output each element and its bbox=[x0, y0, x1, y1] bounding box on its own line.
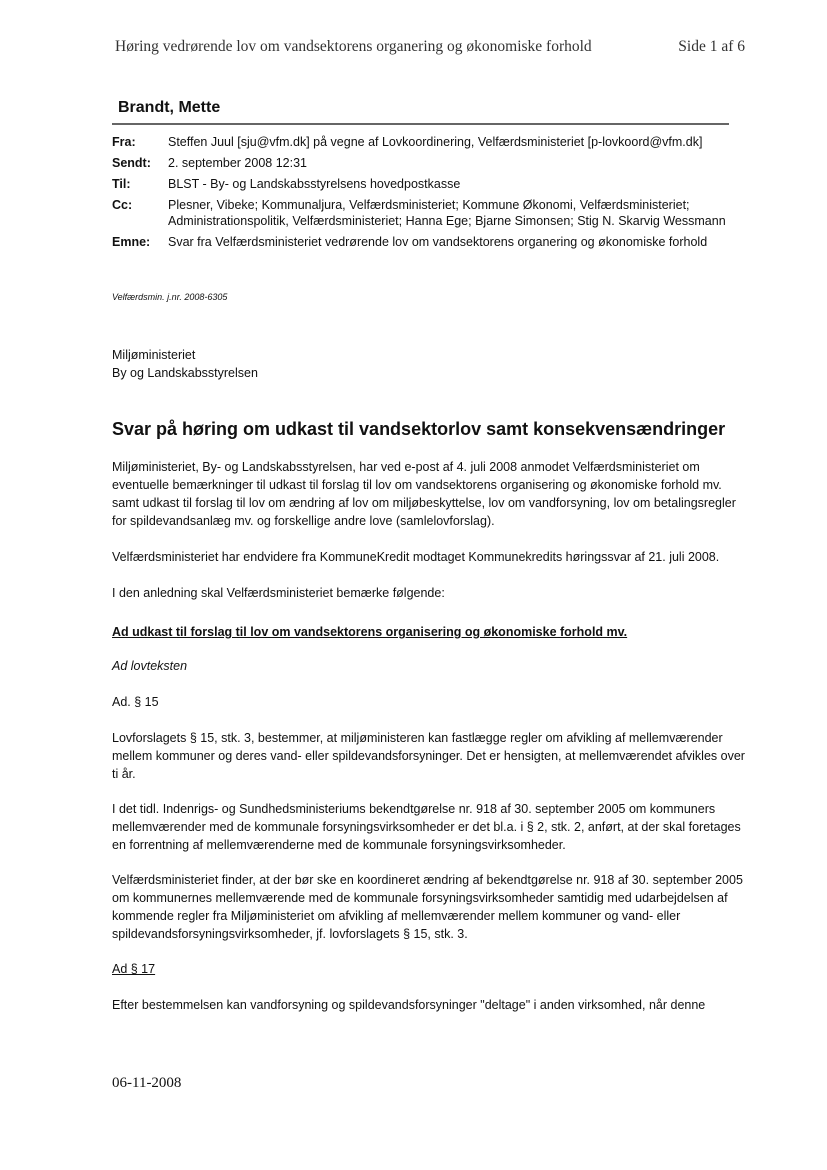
document-title-header: Høring vedrørende lov om vandsektorens organering og økonomiske forhold bbox=[115, 38, 592, 55]
subsection-heading: Ad lovteksten bbox=[112, 659, 188, 673]
meta-label: Til: bbox=[112, 177, 131, 191]
meta-value: BLST - By- og Landskabsstyrelsens hovedpostkasse bbox=[168, 177, 461, 191]
recipient-line: By og Landskabsstyrelsen bbox=[112, 366, 258, 380]
sender-name: Brandt, Mette bbox=[118, 99, 221, 116]
meta-value: Svar fra Velfærdsministeriet vedrørende lov om vandsektorens organering og økonomiske forhold bbox=[168, 235, 708, 249]
paragraph: Lovforslagets § 15, stk. 3, bestemmer, at miljøministeren kan fastlægge regler om afvikling af mellemværender mellem kommuner og deres vand- eller spildevandsforsyninger. Det er hensigten, at mellemværendet afvikles over ti år. bbox=[112, 731, 745, 781]
meta-to bbox=[112, 176, 742, 192]
meta-from bbox=[112, 134, 742, 150]
subsection-heading: Ad § 17 bbox=[112, 962, 156, 976]
meta-label: Emne: bbox=[112, 235, 151, 249]
subsection-heading: Ad. § 15 bbox=[112, 695, 159, 709]
section-heading: Ad udkast til forslag til lov om vandsektorens organisering og økonomiske forhold mv. bbox=[112, 625, 628, 639]
footer-date: 06-11-2008 bbox=[112, 1075, 182, 1091]
paragraph: Velfærdsministeriet finder, at der bør ske en koordineret ændring af bekendtgørelse nr. 918 af 30. september 2005 om kommunernes mellemværende med de kommunale forsyningsvirksomheder samtidig med udarbejdelsen af kommende regler fra Miljøministeriet om afvikling af mellemværender mellem kommuner og vand- eller spildevandsforsyningsvirksomheder, jf. lovforslagets § 15, stk. 3. bbox=[112, 873, 743, 941]
paragraph: Velfærdsministeriet har endvidere fra KommuneKredit modtaget Kommunekredits høringssvar af 21. juli 2008. bbox=[112, 550, 720, 564]
meta-value: Plesner, Vibeke; Kommunaljura, Velfærdsministeriet; Kommune Økonomi, Velfærdsministeriet; Administrationspolitik, Velfærdsministeriet; Hanna Ege; Bjarne Simonsen; Stig N. Skarvig Wessmann bbox=[168, 198, 726, 228]
letter-title: Svar på høring om udkast til vandsektorlov samt konsekvensændringer bbox=[112, 419, 726, 439]
paragraph: I den anledning skal Velfærdsministeriet bemærke følgende: bbox=[112, 586, 445, 600]
paragraph: Efter bestemmelsen kan vandforsyning og spildevandsforsyninger "deltage" i anden virksomhed, når denne bbox=[112, 998, 706, 1012]
page-number: Side 1 af 6 bbox=[678, 38, 745, 55]
meta-cc bbox=[112, 197, 742, 229]
meta-value: 2. september 2008 12:31 bbox=[168, 156, 307, 170]
meta-sent bbox=[112, 155, 742, 171]
paragraph: I det tidl. Indenrigs- og Sundhedsministeriums bekendtgørelse nr. 918 af 30. september 2005 om kommuners mellemværender med de kommunale forsyningsvirksomheder er det bl.a. i § 2, stk. 2, anført, at der skal foretages en forrentning af mellemværenderne med de kommunale forsyningsvirksomheder. bbox=[112, 802, 741, 852]
reference-number: Velfærdsmin. j.nr. 2008-6305 bbox=[112, 292, 228, 302]
letter-body bbox=[112, 458, 752, 1014]
recipient-line: Miljøministeriet bbox=[112, 348, 196, 362]
recipient-block bbox=[112, 346, 258, 382]
email-meta bbox=[112, 134, 742, 255]
paragraph: Miljøministeriet, By- og Landskabsstyrelsen, har ved e-post af 4. juli 2008 anmodet Velfærdsministeriet om eventuelle bemærkninger til udkast til forslag til lov om vandsektorens organisering og økonomiske forhold mv. samt udkast til forslag til lov om ændring af lov om miljøbeskyttelse, lov om vandforsyning, lov om betalingsregler for spildevandsanlæg mv. og forskellige andre love (samlelovforslag). bbox=[112, 460, 736, 528]
meta-subject bbox=[112, 234, 742, 250]
meta-label: Sendt: bbox=[112, 156, 151, 170]
meta-label: Fra: bbox=[112, 135, 136, 149]
meta-label: Cc: bbox=[112, 198, 133, 212]
header-divider bbox=[112, 123, 729, 125]
meta-value: Steffen Juul [sju@vfm.dk] på vegne af Lovkoordinering, Velfærdsministeriet [p-lovkoord@vfm.dk] bbox=[168, 135, 703, 149]
